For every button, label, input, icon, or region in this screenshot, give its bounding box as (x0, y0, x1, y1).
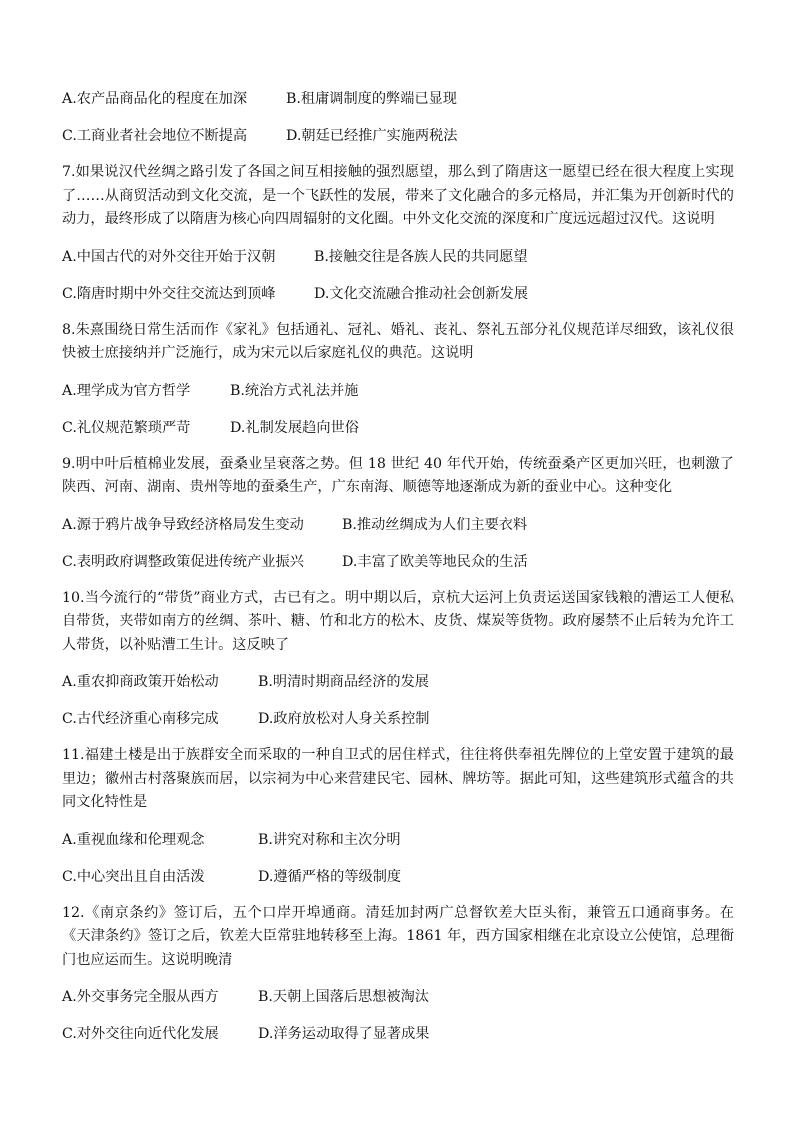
option-d: D.洋务运动取得了显著成果 (258, 1026, 430, 1042)
option-c: C.礼仪规范繁琐严苛 (62, 419, 191, 436)
question-stem: 11.福建土楼是出于族群安全而采取的一种自卫式的居住样式，往往将供奉祖先牌位的上堂安置于建筑的最里边；徽州古村落聚族而居，以宗祠为中心来营建民宅、园林、牌坊等。据此可知，这些建筑形式蕴含的共同文化特性是 (62, 747, 734, 810)
option-row (62, 866, 734, 889)
option-d: D.礼制发展趋向世俗 (230, 419, 359, 436)
question-12 (62, 902, 734, 1047)
exam-page (62, 88, 734, 1046)
option-row (62, 708, 734, 731)
option-b: B.统治方式礼法并施 (230, 382, 359, 399)
option-row (62, 125, 734, 148)
option-row (62, 551, 734, 574)
option-a: A.源于鸦片战争导致经济格局发生变动 (62, 516, 304, 533)
option-c: C.对外交往向近代化发展 (62, 1026, 219, 1042)
option-row (62, 417, 734, 440)
option-row (62, 283, 734, 306)
option-a: A.理学成为官方哲学 (62, 382, 191, 399)
option-b: B.明清时期商品经济的发展 (258, 674, 429, 690)
question-stem: 9.明中叶后植棉业发展，蚕桑业呈衰落之势。但 18 世纪 40 年代开始，传统蚕桑产区更加兴旺，也刺激了陕西、河南、湖南、贵州等地的蚕桑生产，广东南海、顺德等地逐渐成为新的蚕业中心。这种变化 (62, 455, 734, 495)
option-c: C.表明政府调整政策促进传统产业振兴 (62, 553, 304, 570)
option-c: C.中心突出且自由活泼 (62, 868, 205, 885)
option-b: B.租庸调制度的弊端已显现 (286, 91, 457, 107)
question-stem: 12.《南京条约》签订后，五个口岸开埠通商。清廷加封两广总督钦差大臣头衔，兼管五口通商事务。在《天津条约》签订之后，钦差大臣常驻地转移至上海。1861 年，西方国家相继在北京设立公使馆，总理衙门也应运而生。这说明晚清 (62, 904, 734, 968)
option-a: A.农产品商品化的程度在加深 (62, 91, 248, 107)
option-b: B.天朝上国落后思想被淘汰 (258, 989, 429, 1005)
question-7 (62, 161, 734, 306)
question-stem: 8.朱熹围绕日常生活而作《家礼》包括通礼、冠礼、婚礼、丧礼、祭礼五部分礼仪规范详尽细致，该礼仪很快被士庶接纳并广泛施行，成为宋元以后家庭礼仪的典范。这说明 (62, 321, 734, 361)
option-a: A.中国古代的对外交往开始于汉朝 (62, 248, 276, 265)
option-row (62, 246, 734, 269)
question-6-options (62, 88, 734, 148)
option-row (62, 671, 734, 694)
question-11 (62, 744, 734, 889)
question-stem: 7.如果说汉代丝绸之路引发了各国之间互相接触的强烈愿望，那么到了隋唐这一愿望已经在很大程度上实现了……从商贸活动到文化交流，是一个飞跃性的发展，带来了文化融合的多元格局，并汇集为开创新时代的动力，最终形成了以隋唐为核心向四周辐射的文化圈。中外文化交流的深度和广度远远超过汉代。这说明 (62, 164, 734, 227)
option-a: A.重视血缘和伦理观念 (62, 831, 205, 848)
option-a: A.外交事务完全服从西方 (62, 989, 219, 1005)
option-row (62, 1023, 734, 1046)
option-d: D.遵循严格的等级制度 (258, 868, 402, 885)
option-d: D.丰富了欧美等地民众的生活 (342, 553, 528, 570)
option-c: C.隋唐时期中外交往交流达到顶峰 (62, 285, 276, 302)
option-b: B.接触交往是各族人民的共同愿望 (314, 248, 528, 265)
question-8 (62, 319, 734, 440)
question-9 (62, 453, 734, 574)
option-row (62, 380, 734, 403)
option-b: B.推动丝绸成为人们主要衣料 (342, 516, 528, 533)
option-d: D.文化交流融合推动社会创新发展 (314, 285, 529, 302)
question-stem: 10.当今流行的“带货”商业方式，古已有之。明中期以后，京杭大运河上负责运送国家钱粮的漕运工人便私自带货，夹带如南方的丝绸、茶叶、糖、竹和北方的松木、皮货、煤炭等货物。政府屡禁不止后转为允许工人带货，以补贴漕工生计。这反映了 (62, 589, 734, 653)
option-row (62, 514, 734, 537)
option-b: B.讲究对称和主次分明 (258, 831, 401, 848)
option-d: D.政府放松对人身关系控制 (258, 711, 430, 727)
option-row (62, 829, 734, 852)
option-d: D.朝廷已经推广实施两税法 (286, 128, 458, 144)
option-c: C.工商业者社会地位不断提高 (62, 128, 248, 144)
option-row (62, 88, 734, 111)
option-a: A.重农抑商政策开始松动 (62, 674, 219, 690)
option-row (62, 986, 734, 1009)
option-c: C.古代经济重心南移完成 (62, 711, 219, 727)
question-10 (62, 587, 734, 732)
